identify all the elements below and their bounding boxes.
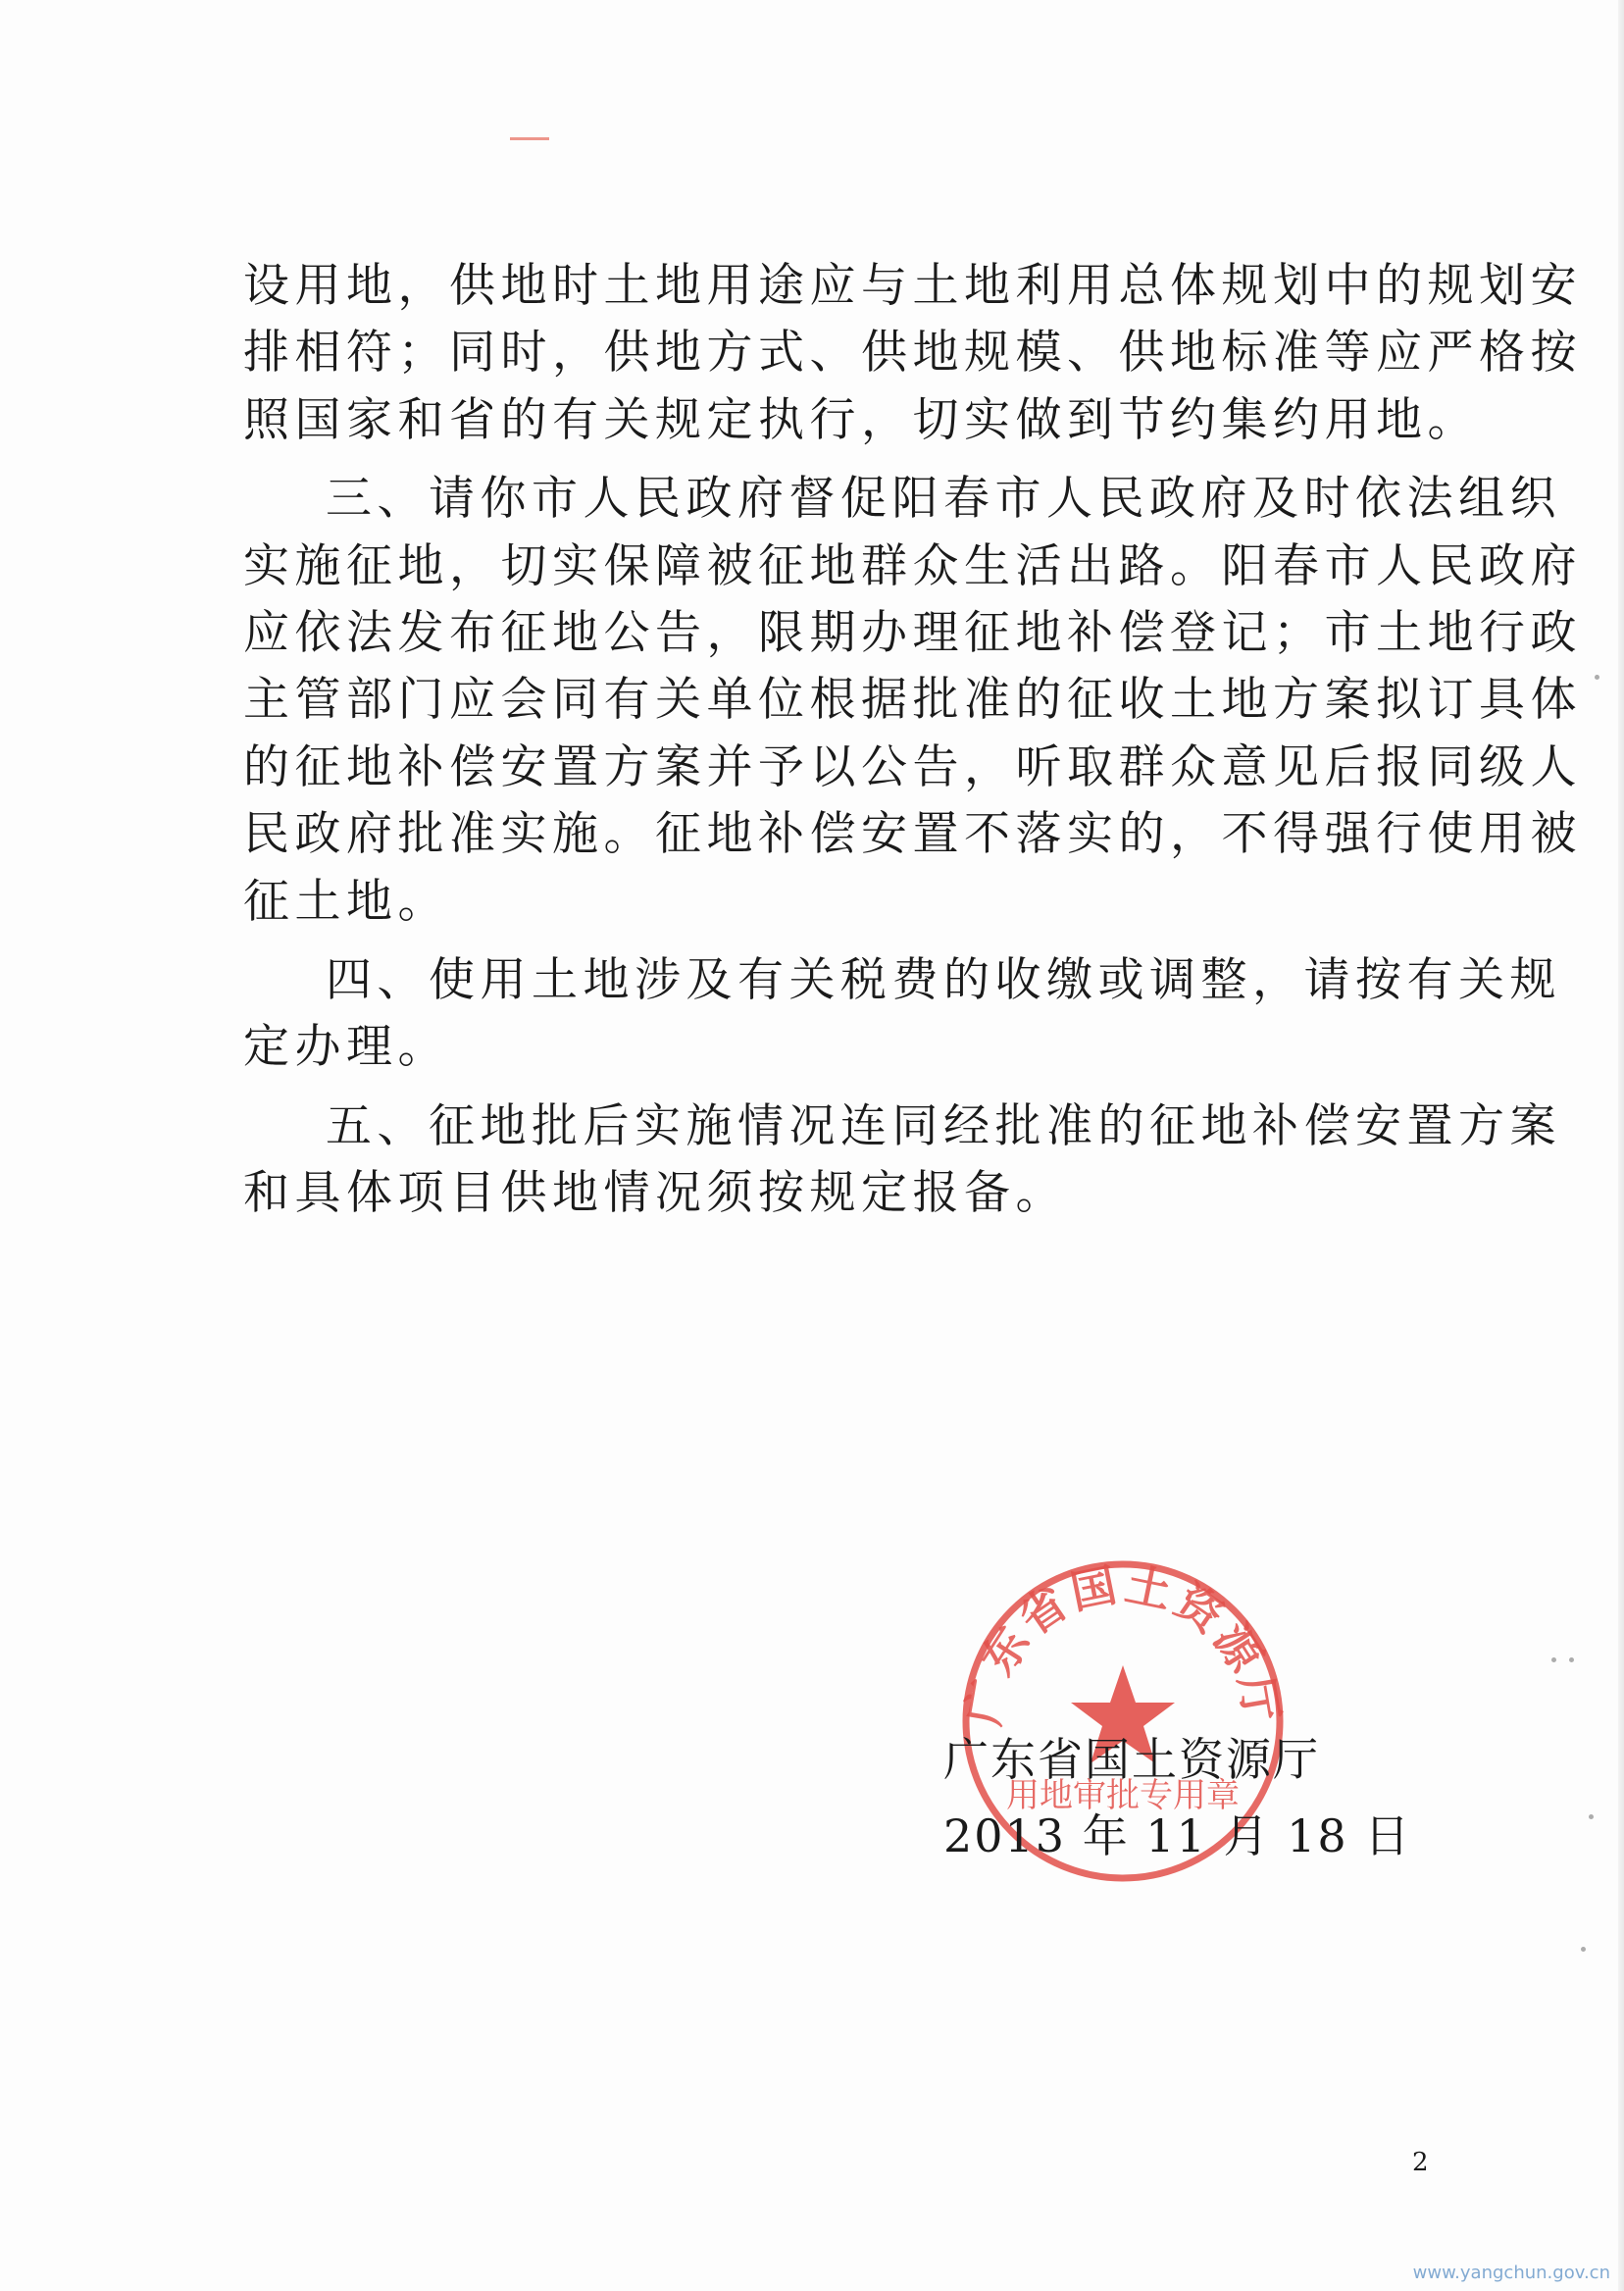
- body-line: 征土地。: [243, 874, 449, 929]
- signature-organization: 广东省国土资源厅: [943, 1733, 1320, 1786]
- body-line: 设用地，供地时土地用途应与土地利用总体规划中的规划安: [243, 259, 1582, 313]
- body-line: 民政府批准实施。征地补偿安置不落实的，不得强行使用被: [243, 807, 1582, 862]
- scan-speck: [1595, 675, 1599, 680]
- body-line: 的征地补偿安置方案并予以公告，听取群众意见后报同级人: [243, 739, 1582, 794]
- document-body: [243, 253, 1582, 1227]
- edge-mark: [510, 137, 549, 140]
- paragraph-3-start: 三、请你市人民政府督促阳春市人民政府及时依法组织: [326, 472, 1561, 527]
- page-number: 2: [1412, 2148, 1429, 2177]
- body-line: 实施征地，切实保障被征地群众生活出路。阳春市人民政府: [243, 538, 1582, 593]
- body-line: 照国家和省的有关规定执行，切实做到节约集约用地。: [243, 392, 1479, 447]
- scan-speck: [1551, 1657, 1556, 1662]
- body-line: 应依法发布征地公告，限期办理征地补偿登记；市土地行政: [243, 605, 1582, 660]
- body-line: 定办理。: [243, 1020, 449, 1075]
- body-line: 排相符；同时，供地方式、供地规模、供地标准等应严格按: [243, 326, 1582, 381]
- paragraph-4-start: 四、使用土地涉及有关税费的收缴或调整，请按有关规: [326, 952, 1561, 1007]
- website-watermark: www.yangchun.gov.cn: [1412, 2263, 1610, 2283]
- body-line: 和具体项目供地情况须按规定报备。: [243, 1166, 1067, 1221]
- scan-speck: [1581, 1947, 1586, 1952]
- page-edge-shadow: [1618, 0, 1624, 2291]
- seal-inner-text: 用地审批专用章: [1006, 1776, 1240, 1815]
- body-line: 主管部门应会同有关单位根据批准的征收土地方案拟订具体: [243, 673, 1582, 728]
- scan-speck: [1589, 1814, 1594, 1819]
- paragraph-5-start: 五、征地批后实施情况连同经批准的征地补偿安置方案: [326, 1098, 1561, 1153]
- signature-date: 2013 年 11 月 18 日: [943, 1809, 1412, 1862]
- seal-outer-text: 广东省国土资源厅: [956, 1557, 1290, 1730]
- scan-speck: [1569, 1657, 1574, 1662]
